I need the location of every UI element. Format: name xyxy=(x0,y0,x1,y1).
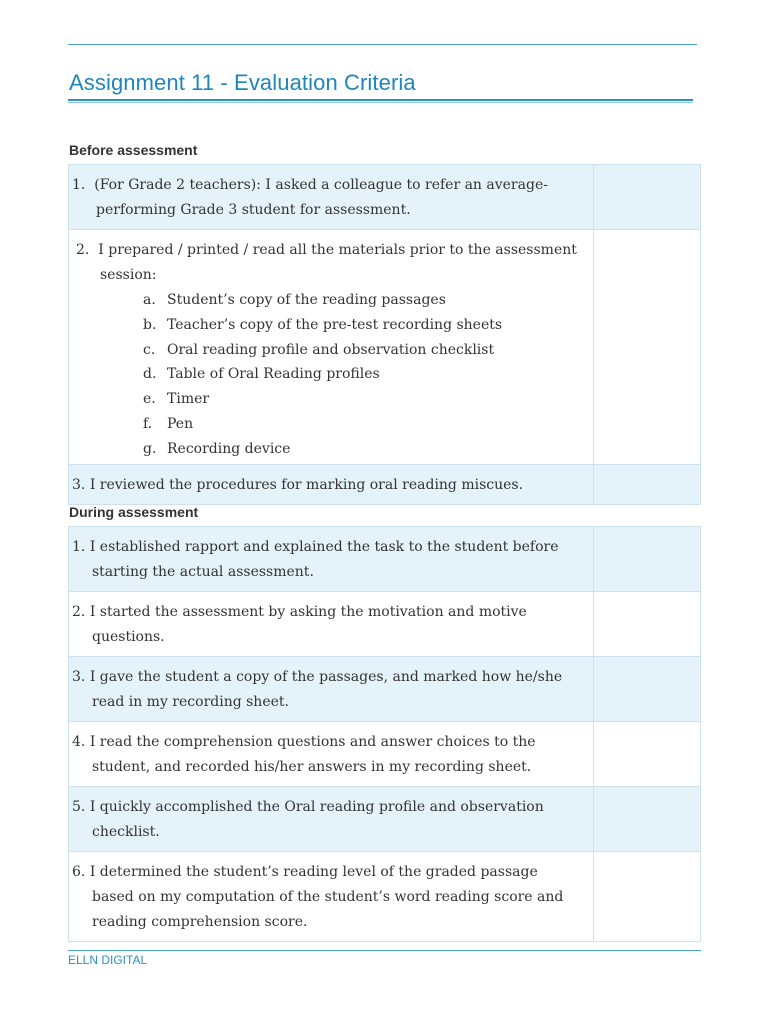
table-row xyxy=(69,787,701,852)
footer-rule xyxy=(68,950,701,951)
table-row xyxy=(69,230,701,465)
sub-item: a. Student’s copy of the reading passages xyxy=(143,292,446,308)
checkbox-cell[interactable] xyxy=(594,852,701,942)
criterion-text: 3. I reviewed the procedures for marking oral reading miscues. xyxy=(72,476,524,493)
table-row xyxy=(69,852,701,942)
sub-item: e. Timer xyxy=(143,391,210,408)
sub-item: b. Teacher’s copy of the pre-test recording sheets xyxy=(143,316,503,333)
sub-item: g. Recording device xyxy=(143,440,291,457)
table-row xyxy=(69,464,701,504)
section-heading-during: During assessment xyxy=(69,504,199,520)
section-heading-before: Before assessment xyxy=(69,142,198,158)
sub-item: d. Table of Oral Reading profiles xyxy=(143,366,380,383)
criterion-text: 5. I quickly accomplished the Oral reading profile and observation checklist. xyxy=(72,799,544,840)
checkbox-cell[interactable] xyxy=(594,527,701,592)
title-underline xyxy=(68,99,693,101)
table-row xyxy=(69,527,701,592)
table-row xyxy=(69,722,701,787)
table-row xyxy=(69,592,701,657)
criterion-text: 4. I read the comprehension questions and answer choices to the student, and recorded his/her answers in my recording sheet. xyxy=(72,734,536,775)
checkbox-cell[interactable] xyxy=(594,722,701,787)
criterion-text: 2. I prepared / printed / read all the materials prior to the assessment session: xyxy=(76,242,577,283)
checkbox-cell[interactable] xyxy=(594,464,701,504)
checkbox-cell[interactable] xyxy=(594,787,701,852)
criterion-text: 2. I started the assessment by asking the motivation and motive questions. xyxy=(72,604,527,645)
sub-item: f. Pen xyxy=(143,415,194,432)
checkbox-cell[interactable] xyxy=(594,592,701,657)
header-rule xyxy=(68,44,697,45)
criterion-text: 3. I gave the student a copy of the passages, and marked how he/she read in my recording sheet. xyxy=(72,669,563,710)
during-assessment-table xyxy=(68,526,701,942)
page-title: Assignment 11 - Evaluation Criteria xyxy=(69,70,416,95)
title-underline-thin xyxy=(68,102,693,103)
checkbox-cell[interactable] xyxy=(594,657,701,722)
table-row xyxy=(69,657,701,722)
criterion-text: 1. (For Grade 2 teachers): I asked a colleague to refer an average-performing Grade 3 student for assessment. xyxy=(72,177,548,218)
checkbox-cell[interactable] xyxy=(594,165,701,230)
criterion-text: 1. I established rapport and explained the task to the student before starting the actual assessment. xyxy=(72,539,559,580)
checkbox-cell[interactable] xyxy=(594,230,701,465)
table-row xyxy=(69,165,701,230)
before-assessment-table xyxy=(68,164,701,505)
footer-brand: ELLN DIGITAL xyxy=(68,953,148,967)
sub-item: c. Oral reading profile and observation checklist xyxy=(143,341,495,358)
criterion-text: 6. I determined the student’s reading level of the graded passage based on my computation of the student’s word reading score and reading comprehension score. xyxy=(72,864,564,930)
